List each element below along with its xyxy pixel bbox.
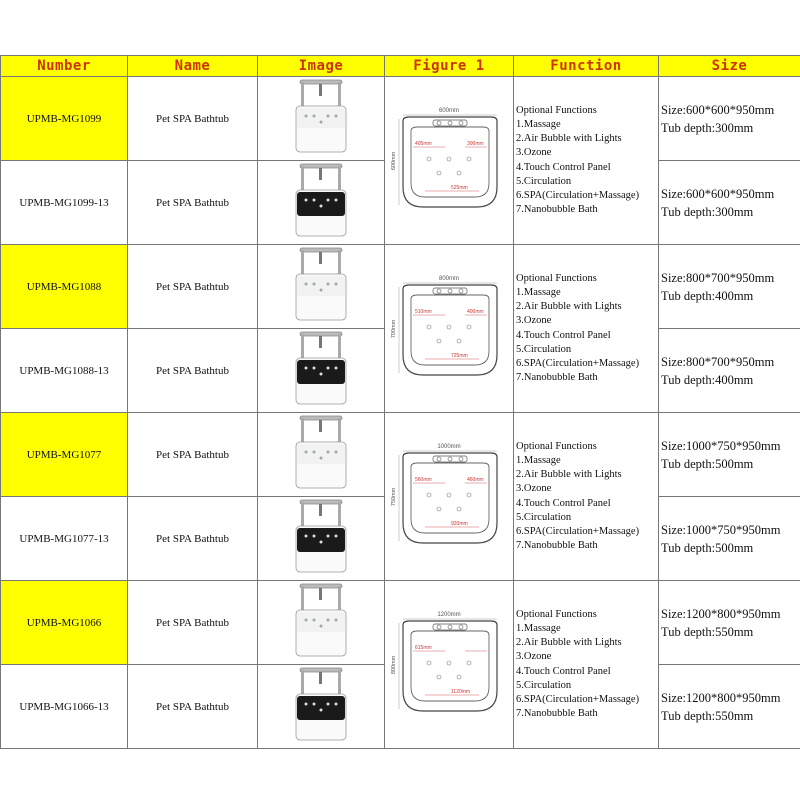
function-item: 3.Ozone xyxy=(516,651,552,663)
figure-height-label: 750mm xyxy=(391,487,397,507)
figure-left-label: 560mm xyxy=(415,477,432,483)
size-dims: Size:800*700*950mm xyxy=(661,270,775,285)
size-dims: Size:600*600*950mm xyxy=(661,186,775,201)
figure-right-label: 400mm xyxy=(467,309,484,315)
tub-depth: Tub depth:400mm xyxy=(661,288,754,303)
function-item: 3.Ozone xyxy=(516,147,552,159)
product-name: Pet SPA Bathtub xyxy=(128,497,258,581)
function-item: 3.Ozone xyxy=(516,483,552,495)
figure-diagram xyxy=(385,413,514,581)
function-item: 7.Nanobubble Bath xyxy=(516,708,598,720)
figure-height-label: 700mm xyxy=(391,319,397,339)
tub-depth: Tub depth:500mm xyxy=(661,456,754,471)
header-function: Function xyxy=(514,56,659,77)
figure-width-label: 1000mm xyxy=(437,444,461,450)
function-item: 3.Ozone xyxy=(516,315,552,327)
figure-bottom-label: 920mm xyxy=(451,521,468,527)
figure-bottom-label: 725mm xyxy=(451,353,468,359)
size-cell xyxy=(659,161,800,245)
function-item: 7.Nanobubble Bath xyxy=(516,372,598,384)
function-item: 6.SPA(Circulation+Massage) xyxy=(516,189,640,201)
figure-width-label: 600mm xyxy=(438,108,460,114)
function-item: 6.SPA(Circulation+Massage) xyxy=(516,357,640,369)
figure-bottom-label: 1120mm xyxy=(451,689,471,695)
product-name: Pet SPA Bathtub xyxy=(128,77,258,161)
function-item: 2.Air Bubble with Lights xyxy=(516,637,622,649)
function-item: 4.Touch Control Panel xyxy=(516,497,611,509)
table-row xyxy=(1,581,800,665)
figure-right-label: 460mm xyxy=(467,477,484,483)
tub-depth: Tub depth:300mm xyxy=(661,120,754,135)
size-cell xyxy=(659,665,800,749)
product-image xyxy=(258,77,385,161)
figure-left-label: 615mm xyxy=(415,645,432,651)
function-item: 6.SPA(Circulation+Massage) xyxy=(516,525,640,537)
function-item: 2.Air Bubble with Lights xyxy=(516,301,622,313)
model-number: UPMB-MG1099-13 xyxy=(1,161,128,245)
function-item: 4.Touch Control Panel xyxy=(516,329,611,341)
function-item: 1.Massage xyxy=(516,286,561,298)
product-name: Pet SPA Bathtub xyxy=(128,413,258,497)
function-item: 6.SPA(Circulation+Massage) xyxy=(516,693,640,705)
function-item: 1.Massage xyxy=(516,454,561,466)
product-name: Pet SPA Bathtub xyxy=(128,665,258,749)
figure-height-label: 600mm xyxy=(391,151,397,171)
figure-height-label: 800mm xyxy=(391,655,397,675)
size-cell xyxy=(659,497,800,581)
product-image xyxy=(258,497,385,581)
function-list xyxy=(514,245,659,413)
size-dims: Size:1000*750*950mm xyxy=(661,522,781,537)
function-item: 2.Air Bubble with Lights xyxy=(516,469,622,481)
product-table xyxy=(0,55,800,749)
figure-width-label: 1200mm xyxy=(437,612,461,618)
function-item: 1.Massage xyxy=(516,118,561,130)
model-number: UPMB-MG1088-13 xyxy=(1,329,128,413)
function-item: 5.Circulation xyxy=(516,679,572,691)
model-number: UPMB-MG1077 xyxy=(1,413,128,497)
figure-width-label: 800mm xyxy=(438,276,460,282)
table-row xyxy=(1,245,800,329)
product-image xyxy=(258,329,385,413)
header-row xyxy=(1,56,800,77)
function-list xyxy=(514,413,659,581)
size-dims: Size:1000*750*950mm xyxy=(661,438,781,453)
header-size: Size xyxy=(659,56,800,77)
size-cell xyxy=(659,77,800,161)
functions-title: Optional Functions xyxy=(516,608,597,620)
model-number: UPMB-MG1077-13 xyxy=(1,497,128,581)
function-item: 2.Air Bubble with Lights xyxy=(516,133,622,145)
size-dims: Size:1200*800*950mm xyxy=(661,606,781,621)
size-cell xyxy=(659,245,800,329)
table-row xyxy=(1,77,800,161)
figure-diagram xyxy=(385,581,514,749)
figure-diagram xyxy=(385,77,514,245)
product-name: Pet SPA Bathtub xyxy=(128,245,258,329)
model-number: UPMB-MG1066 xyxy=(1,581,128,665)
figure-diagram xyxy=(385,245,514,413)
figure-left-label: 405mm xyxy=(415,141,432,147)
product-name: Pet SPA Bathtub xyxy=(128,161,258,245)
size-dims: Size:800*700*950mm xyxy=(661,354,775,369)
function-item: 5.Circulation xyxy=(516,343,572,355)
size-cell xyxy=(659,329,800,413)
table-row xyxy=(1,413,800,497)
product-image xyxy=(258,245,385,329)
function-item: 7.Nanobubble Bath xyxy=(516,540,598,552)
figure-left-label: 510mm xyxy=(415,309,432,315)
product-name: Pet SPA Bathtub xyxy=(128,581,258,665)
size-cell xyxy=(659,581,800,665)
product-image xyxy=(258,413,385,497)
functions-title: Optional Functions xyxy=(516,272,597,284)
functions-title: Optional Functions xyxy=(516,440,597,452)
header-image: Image xyxy=(258,56,385,77)
function-item: 4.Touch Control Panel xyxy=(516,665,611,677)
tub-depth: Tub depth:300mm xyxy=(661,204,754,219)
header-name: Name xyxy=(128,56,258,77)
size-dims: Size:600*600*950mm xyxy=(661,102,775,117)
model-number: UPMB-MG1088 xyxy=(1,245,128,329)
function-list xyxy=(514,581,659,749)
header-number: Number xyxy=(1,56,128,77)
figure-bottom-label: 525mm xyxy=(451,185,468,191)
tub-depth: Tub depth:550mm xyxy=(661,624,754,639)
header-figure: Figure 1 xyxy=(385,56,514,77)
tub-depth: Tub depth:400mm xyxy=(661,372,754,387)
product-image xyxy=(258,161,385,245)
size-cell xyxy=(659,413,800,497)
product-name: Pet SPA Bathtub xyxy=(128,329,258,413)
tub-depth: Tub depth:550mm xyxy=(661,708,754,723)
function-item: 4.Touch Control Panel xyxy=(516,161,611,173)
tub-depth: Tub depth:500mm xyxy=(661,540,754,555)
figure-right-label: 300mm xyxy=(467,141,484,147)
function-list xyxy=(514,77,659,245)
model-number: UPMB-MG1066-13 xyxy=(1,665,128,749)
function-item: 5.Circulation xyxy=(516,511,572,523)
function-item: 7.Nanobubble Bath xyxy=(516,204,598,216)
product-image xyxy=(258,581,385,665)
model-number: UPMB-MG1099 xyxy=(1,77,128,161)
function-item: 5.Circulation xyxy=(516,175,572,187)
size-dims: Size:1200*800*950mm xyxy=(661,690,781,705)
function-item: 1.Massage xyxy=(516,622,561,634)
product-image xyxy=(258,665,385,749)
functions-title: Optional Functions xyxy=(516,104,597,116)
